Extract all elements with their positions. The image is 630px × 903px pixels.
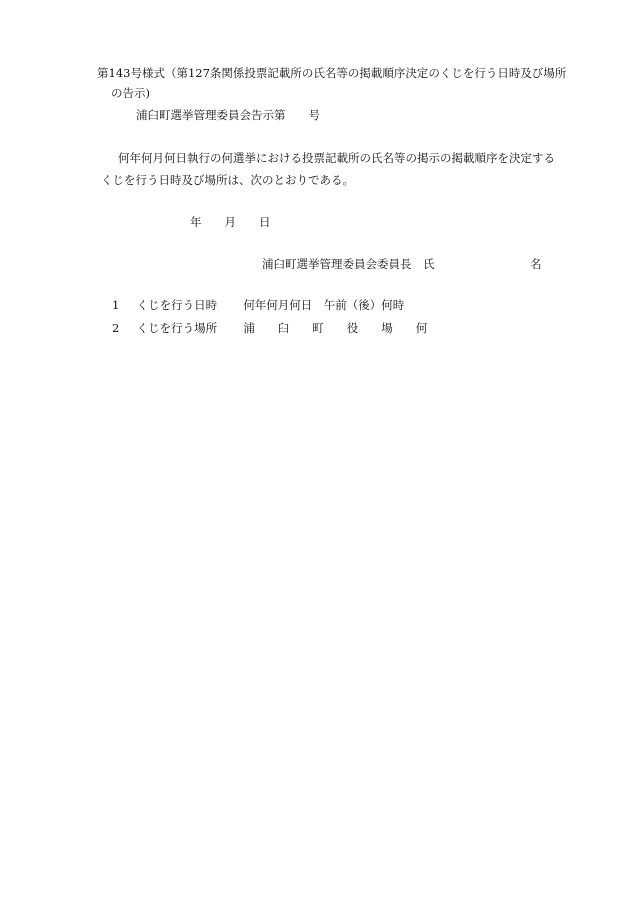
body-text-line-2: くじを行う日時及び場所は、次のとおりである。 (101, 173, 354, 187)
body-text-line-1: 何年何月何日執行の何選挙における投票記載所の氏名等の掲示の掲載順序を決定する (118, 151, 555, 165)
item-label: くじを行う場所 (136, 321, 218, 335)
schedule-item-datetime (112, 299, 404, 313)
form-title-line-2: の告示) (111, 86, 150, 100)
signature-line (262, 258, 541, 272)
form-title-line-1: 第143号様式（第127条関係投票記載所の氏名等の掲載順序決定のくじを行う日時及び場所 (97, 66, 567, 80)
signature-name-left: 氏 (423, 257, 435, 271)
schedule-item-location (112, 322, 427, 336)
date-line: 年 月 日 (190, 215, 271, 229)
notice-number: 浦臼町選挙管理委員会告示第 号 (136, 108, 320, 122)
signature-title: 浦臼町選挙管理委員会委員長 (262, 257, 412, 271)
item-number: 2 (112, 321, 120, 335)
item-number: 1 (112, 298, 120, 312)
signature-name-right: 名 (529, 257, 542, 271)
item-value: 浦 臼 町 役 場 何 (243, 321, 428, 335)
item-value: 何年何月何日 午前（後）何時 (243, 298, 405, 312)
item-label: くじを行う日時 (136, 298, 218, 312)
